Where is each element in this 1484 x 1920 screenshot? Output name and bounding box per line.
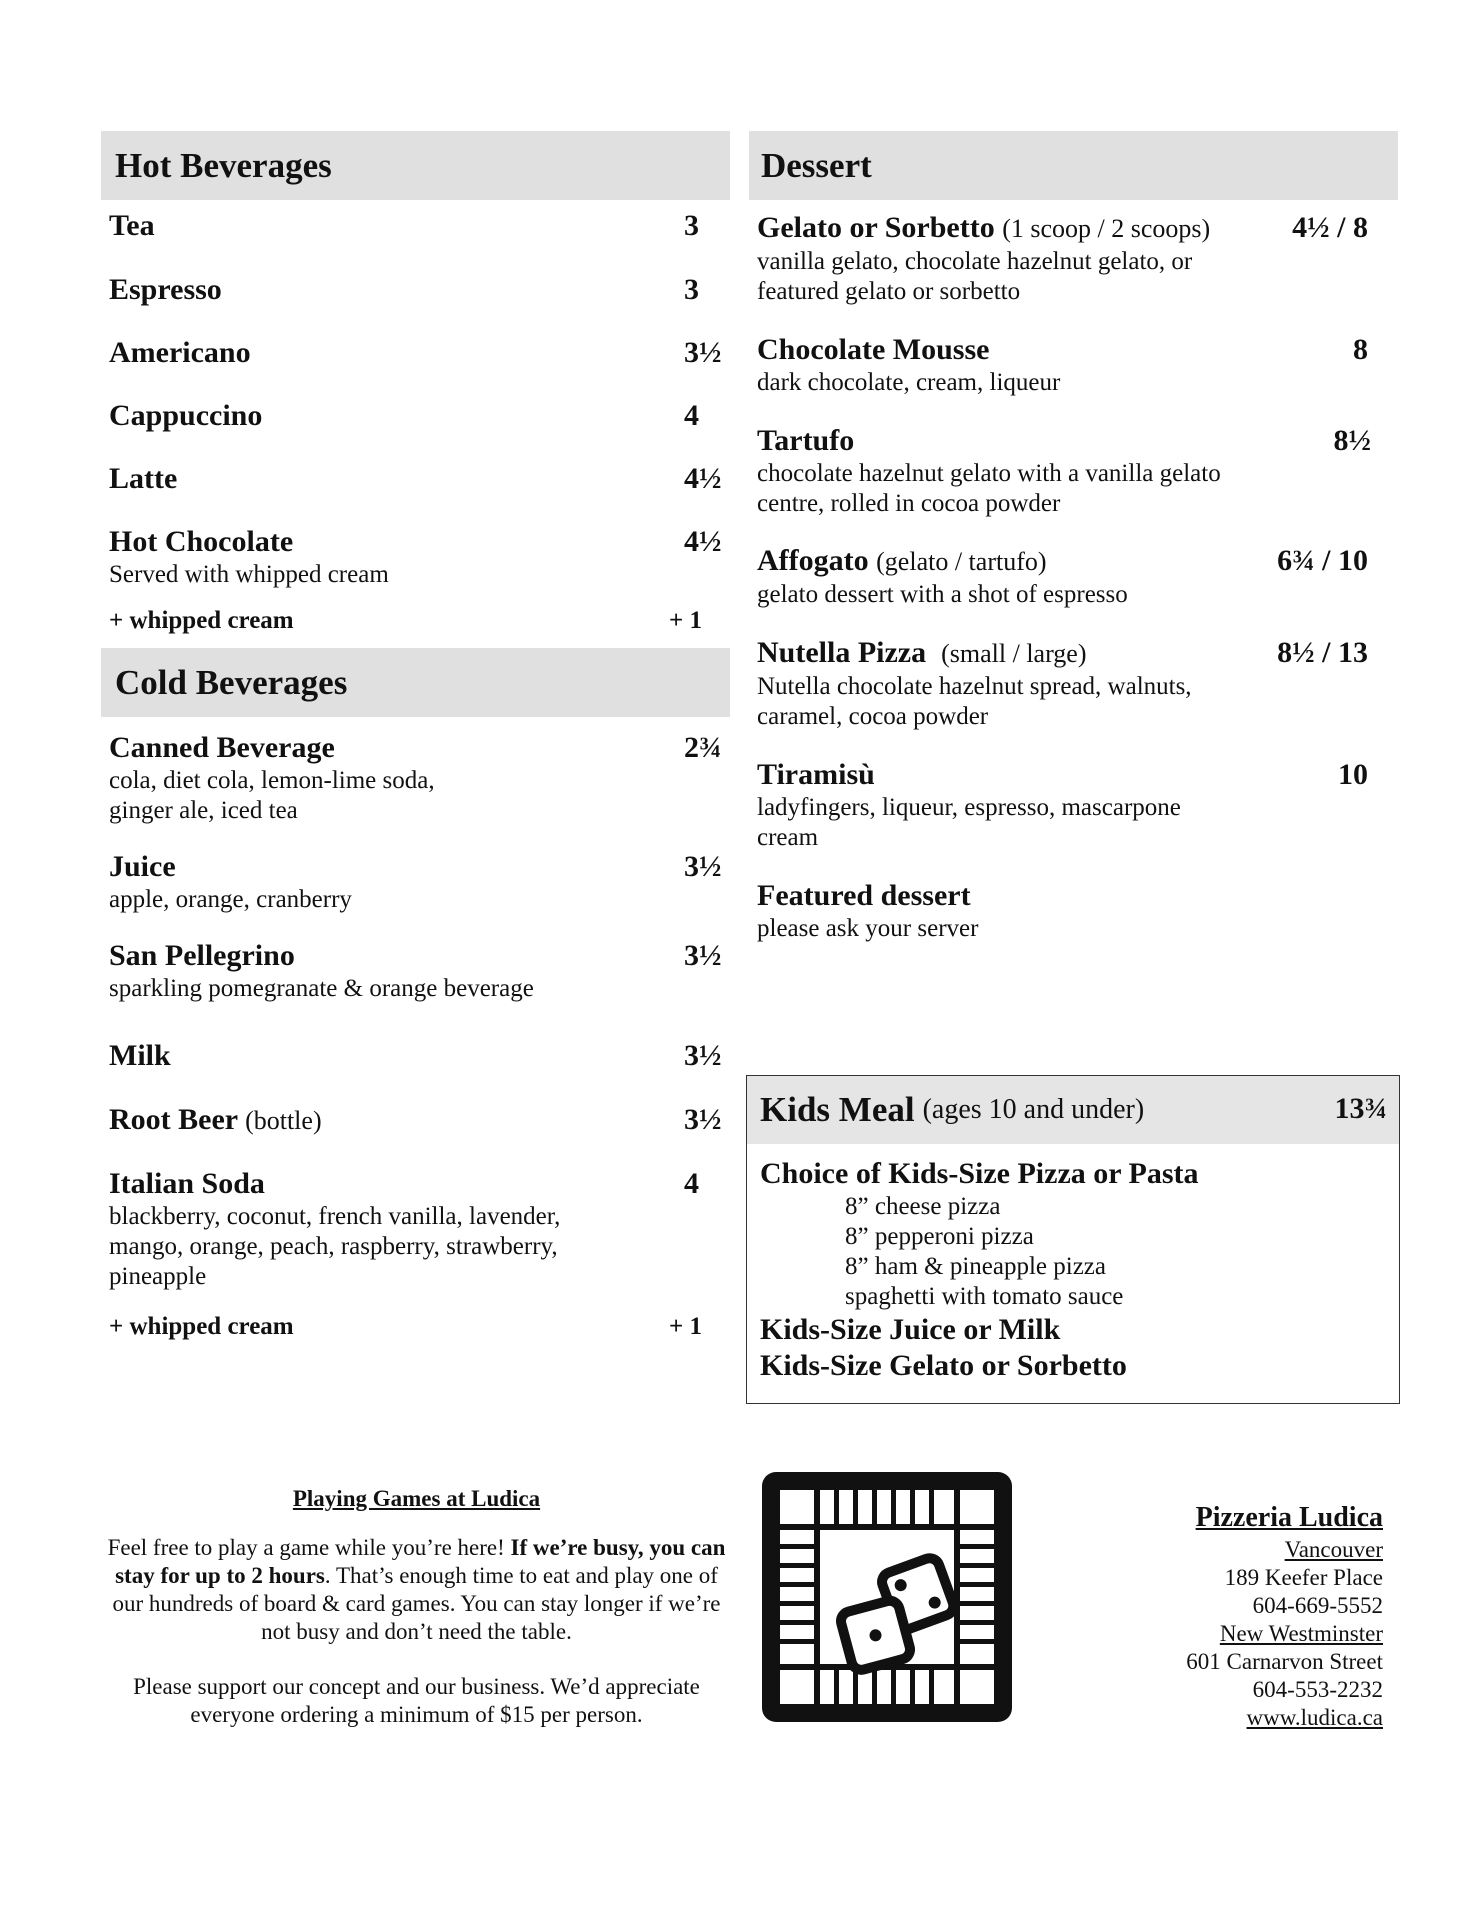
restaurant-name: Pizzeria Ludica — [1195, 1502, 1383, 1533]
menu-item — [749, 543, 1398, 610]
item-name: Nutella Pizza — [757, 636, 927, 669]
kids-meal-header — [747, 1076, 1399, 1144]
menu-item — [101, 1166, 730, 1292]
menu-item — [101, 461, 730, 497]
hot-beverages-heading: Hot Beverages — [101, 131, 730, 200]
games-title: Playing Games at Ludica — [292, 1486, 541, 1511]
address-vancouver: 189 Keefer Place — [1224, 1565, 1383, 1590]
item-price: 3½ — [684, 336, 722, 369]
phone-vancouver: 604-669-5552 — [1252, 1593, 1383, 1618]
item-note: (bottle) — [245, 1106, 322, 1135]
item-name: Gelato or Sorbetto — [757, 211, 995, 244]
addon-price: + 1 — [669, 1313, 702, 1340]
kids-option: 8” cheese pizza — [845, 1193, 1001, 1220]
item-price: 3½ — [684, 1039, 722, 1072]
item-price: 8 — [1353, 333, 1368, 366]
games-text: . That’s enough time to eat and play one of our hundreds of board & card games. You can stay longer if we’re not busy and don’t need the table. — [112, 1563, 721, 1644]
item-description: cola, diet cola, lemon-lime soda, — [109, 767, 435, 794]
item-price: 8½ — [1333, 424, 1371, 457]
item-description: Nutella chocolate hazelnut spread, walnuts, — [757, 673, 1192, 700]
item-price: 4 — [684, 1167, 699, 1200]
item-name: Root Beer — [109, 1103, 238, 1136]
item-description: caramel, cocoa powder — [757, 703, 989, 730]
menu-item — [101, 1038, 730, 1074]
kids-option: 8” pepperoni pizza — [845, 1223, 1034, 1250]
menu-item — [749, 757, 1398, 853]
item-name: Juice — [109, 850, 176, 883]
contact-block — [1083, 1502, 1383, 1732]
item-name: Milk — [109, 1039, 171, 1072]
item-price: 8½ / 13 — [1277, 636, 1368, 669]
kids-meal-box — [746, 1075, 1400, 1404]
item-price: 3½ — [684, 850, 722, 883]
item-name: Hot Chocolate — [109, 525, 294, 558]
item-name: Americano — [109, 336, 251, 369]
menu-item — [749, 878, 1398, 944]
item-name: Canned Beverage — [109, 731, 335, 764]
website-link[interactable]: www.ludica.ca — [1246, 1705, 1383, 1730]
item-price: 4½ / 8 — [1292, 211, 1368, 244]
item-name: Featured dessert — [757, 879, 971, 912]
item-note: (small / large) — [941, 639, 1087, 668]
item-description: ladyfingers, liqueur, espresso, mascarpone — [757, 794, 1181, 821]
right-column — [749, 131, 1398, 944]
item-description: sparkling pomegranate & orange beverage — [109, 975, 534, 1002]
left-column — [101, 131, 730, 1342]
menu-item — [749, 210, 1398, 307]
games-text-bold: If we’re busy, you can stay for up to 2 hours — [115, 1535, 726, 1588]
kids-option: 8” ham & pineapple pizza — [845, 1253, 1106, 1280]
item-name-with-note — [109, 1102, 730, 1139]
item-description: centre, rolled in cocoa powder — [757, 490, 1061, 517]
kids-drink: Kids-Size Juice or Milk — [760, 1313, 1061, 1346]
games-paragraph-2: Please support our concept and our business. We’d appreciate everyone ordering a minimum of $15 per person. — [133, 1674, 700, 1727]
item-price: 2¾ — [684, 731, 722, 764]
item-description: cream — [757, 824, 819, 851]
menu-item — [101, 849, 730, 915]
menu-item — [101, 730, 730, 826]
address-new-westminster: 601 Carnarvon Street — [1186, 1649, 1383, 1674]
item-name: Affogato — [757, 544, 869, 577]
item-price: 4 — [684, 399, 699, 432]
kids-meal-subtitle: (ages 10 and under) — [922, 1094, 1145, 1125]
board-game-dice-icon — [762, 1472, 1012, 1722]
menu-item — [101, 208, 730, 244]
item-description: apple, orange, cranberry — [109, 886, 352, 913]
addon-label: + whipped cream — [109, 607, 294, 634]
item-name: Espresso — [109, 273, 222, 306]
games-paragraph — [101, 1534, 732, 1646]
item-name: Tiramisù — [757, 758, 875, 791]
menu-item — [749, 635, 1398, 732]
item-name: Italian Soda — [109, 1167, 265, 1200]
menu-item — [101, 1102, 730, 1139]
addon-row — [101, 606, 730, 636]
item-name: Chocolate Mousse — [757, 333, 990, 366]
item-price: 10 — [1338, 758, 1368, 791]
menu-item — [101, 272, 730, 308]
location-vancouver: Vancouver — [1284, 1537, 1383, 1562]
item-name: San Pellegrino — [109, 939, 295, 972]
games-text: Feel free to play a game while you’re here! — [107, 1535, 511, 1560]
games-notice — [101, 1485, 732, 1729]
item-note: (1 scoop / 2 scoops) — [1002, 214, 1211, 243]
phone-new-westminster: 604-553-2232 — [1252, 1677, 1383, 1702]
item-description: please ask your server — [757, 915, 979, 942]
item-description: mango, orange, peach, raspberry, strawberry, — [109, 1233, 558, 1260]
item-name: Tartufo — [757, 424, 855, 457]
menu-item — [101, 335, 730, 371]
item-description: blackberry, coconut, french vanilla, lavender, — [109, 1203, 561, 1230]
menu-item — [749, 332, 1398, 398]
kids-meal-body — [747, 1144, 1399, 1384]
item-description: featured gelato or sorbetto — [757, 278, 1021, 305]
item-price: 3½ — [684, 939, 722, 972]
item-description: chocolate hazelnut gelato with a vanilla gelato — [757, 460, 1221, 487]
menu-item — [749, 423, 1398, 519]
cold-beverages-heading: Cold Beverages — [101, 648, 730, 717]
item-price: 6¾ / 10 — [1277, 544, 1368, 577]
kids-choice-heading: Choice of Kids-Size Pizza or Pasta — [760, 1157, 1199, 1190]
menu-item — [101, 938, 730, 1004]
item-price: 4½ — [684, 462, 722, 495]
item-price: 3 — [684, 209, 699, 242]
item-description: dark chocolate, cream, liqueur — [757, 369, 1061, 396]
item-description: gelato dessert with a shot of espresso — [757, 581, 1128, 608]
item-description: vanilla gelato, chocolate hazelnut gelato, or — [757, 248, 1193, 275]
kids-option: spaghetti with tomato sauce — [845, 1283, 1124, 1310]
item-name: Cappuccino — [109, 399, 263, 432]
item-price: 3½ — [684, 1103, 722, 1136]
addon-label: + whipped cream — [109, 1313, 294, 1340]
menu-item — [101, 398, 730, 434]
item-price: 3 — [684, 273, 699, 306]
addon-row — [101, 1312, 730, 1342]
menu-item — [101, 524, 730, 590]
item-price: 4½ — [684, 525, 722, 558]
item-description: Served with whipped cream — [109, 561, 389, 588]
item-name: Latte — [109, 462, 178, 495]
item-note: (gelato / tartufo) — [876, 547, 1047, 576]
addon-price: + 1 — [669, 607, 702, 634]
dessert-heading: Dessert — [749, 131, 1398, 200]
item-description: ginger ale, iced tea — [109, 797, 298, 824]
kids-meal-price: 13¾ — [1334, 1092, 1387, 1125]
item-name: Tea — [109, 209, 155, 242]
kids-meal-title: Kids Meal — [760, 1090, 915, 1129]
item-description: pineapple — [109, 1263, 207, 1290]
location-new-westminster: New Westminster — [1219, 1621, 1383, 1646]
kids-dessert: Kids-Size Gelato or Sorbetto — [760, 1349, 1127, 1382]
